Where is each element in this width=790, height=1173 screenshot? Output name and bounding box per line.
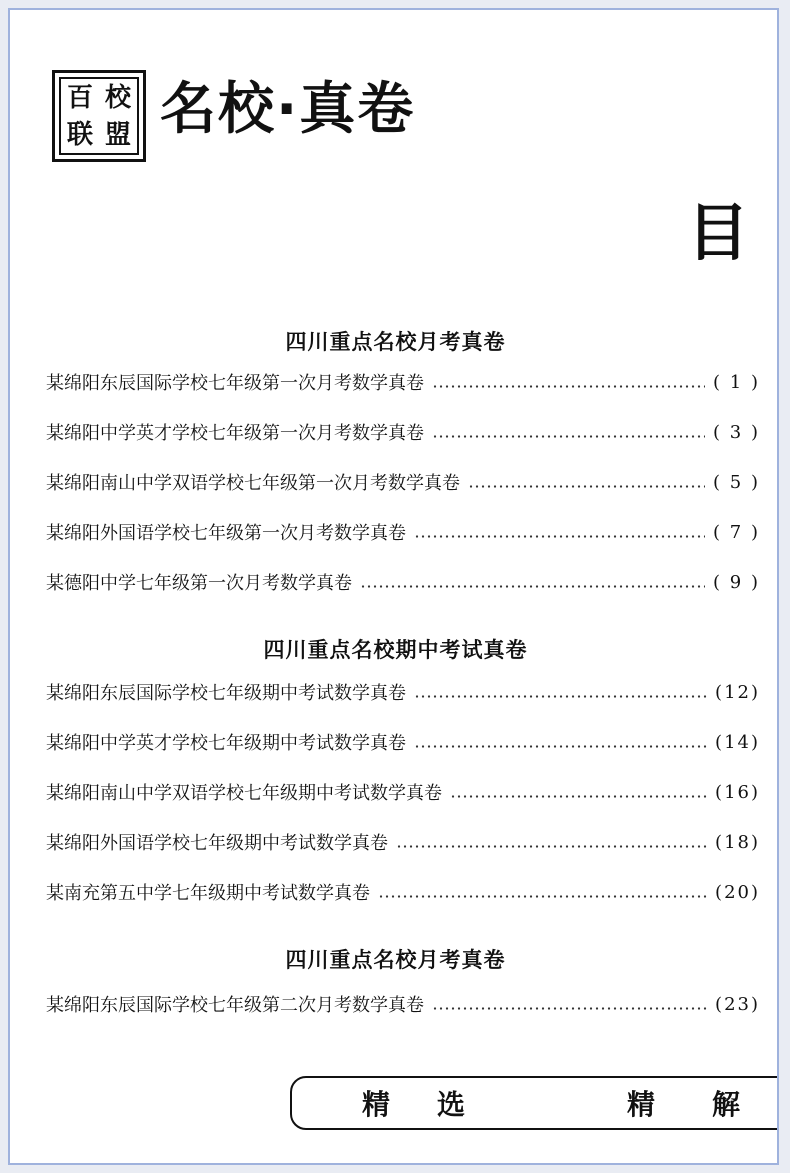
toc-entry[interactable] xyxy=(46,828,760,856)
dot-leader xyxy=(450,795,707,798)
toc-heading: 目 xyxy=(686,196,749,269)
toc-entry[interactable] xyxy=(46,418,760,446)
entry-page-number: (18) xyxy=(715,831,760,853)
toc-entry[interactable] xyxy=(46,468,760,496)
entry-title: 某绵阳东辰国际学校七年级第二次月考数学真卷 xyxy=(46,995,424,1016)
entry-page-number: ( 1 ) xyxy=(713,371,760,393)
logo-char: 百 xyxy=(66,82,93,113)
brand-title: 名校·真卷 xyxy=(160,77,416,142)
entry-page-number: (12) xyxy=(715,681,760,703)
entry-title: 某绵阳南山中学双语学校七年级期中考试数学真卷 xyxy=(46,783,442,804)
entry-page-number: ( 9 ) xyxy=(713,571,760,593)
dot-leader xyxy=(432,435,705,438)
entry-title: 某绵阳外国语学校七年级期中考试数学真卷 xyxy=(46,833,388,854)
logo-char: 盟 xyxy=(104,119,131,150)
banner-jingxuan-jingjie xyxy=(290,1076,779,1130)
toc-entry[interactable] xyxy=(46,728,760,756)
entry-title: 某绵阳中学英才学校七年级期中考试数学真卷 xyxy=(46,733,406,754)
dot-leader xyxy=(414,535,705,538)
banner-char: 精 xyxy=(627,1088,656,1121)
toc-entry[interactable] xyxy=(46,368,760,396)
toc-entry[interactable] xyxy=(46,568,760,596)
toc-entry[interactable] xyxy=(46,990,760,1018)
toc-entry[interactable] xyxy=(46,778,760,806)
entry-page-number: ( 5 ) xyxy=(713,471,760,493)
dot-leader xyxy=(414,695,707,698)
toc-entry[interactable] xyxy=(46,678,760,706)
entry-page-number: (20) xyxy=(715,881,760,903)
document-page xyxy=(8,8,779,1165)
entry-page-number: ( 3 ) xyxy=(713,421,760,443)
entry-page-number: (14) xyxy=(715,731,760,753)
entry-page-number: (16) xyxy=(715,781,760,803)
entry-title: 某德阳中学七年级第一次月考数学真卷 xyxy=(46,573,352,594)
section-heading: 四川重点名校期中考试真卷 xyxy=(263,638,528,662)
dot-leader xyxy=(396,845,707,848)
section-heading: 四川重点名校月考真卷 xyxy=(285,948,506,972)
logo-inner-frame xyxy=(59,77,139,155)
entry-title: 某绵阳中学英才学校七年级第一次月考数学真卷 xyxy=(46,423,424,444)
logo-stamp xyxy=(52,70,146,162)
entry-title: 某绵阳东辰国际学校七年级期中考试数学真卷 xyxy=(46,683,406,704)
entry-page-number: (23) xyxy=(715,993,760,1015)
dot-leader xyxy=(414,745,707,748)
dot-leader xyxy=(360,585,705,588)
dot-leader xyxy=(378,895,707,898)
dot-leader xyxy=(468,485,705,488)
toc-entry[interactable] xyxy=(46,878,760,906)
entry-title: 某绵阳外国语学校七年级第一次月考数学真卷 xyxy=(46,523,406,544)
dot-leader xyxy=(432,385,705,388)
logo-char: 联 xyxy=(66,119,93,150)
logo-char: 校 xyxy=(104,82,131,113)
banner-char: 选 xyxy=(437,1088,466,1121)
entry-page-number: ( 7 ) xyxy=(713,521,760,543)
banner-char: 精 xyxy=(362,1088,391,1121)
toc-entry[interactable] xyxy=(46,518,760,546)
entry-title: 某绵阳东辰国际学校七年级第一次月考数学真卷 xyxy=(46,373,424,394)
entry-title: 某南充第五中学七年级期中考试数学真卷 xyxy=(46,883,370,904)
banner-char: 解 xyxy=(712,1088,741,1121)
entry-title: 某绵阳南山中学双语学校七年级第一次月考数学真卷 xyxy=(46,473,460,494)
dot-leader xyxy=(432,1007,707,1010)
section-heading: 四川重点名校月考真卷 xyxy=(285,330,506,354)
